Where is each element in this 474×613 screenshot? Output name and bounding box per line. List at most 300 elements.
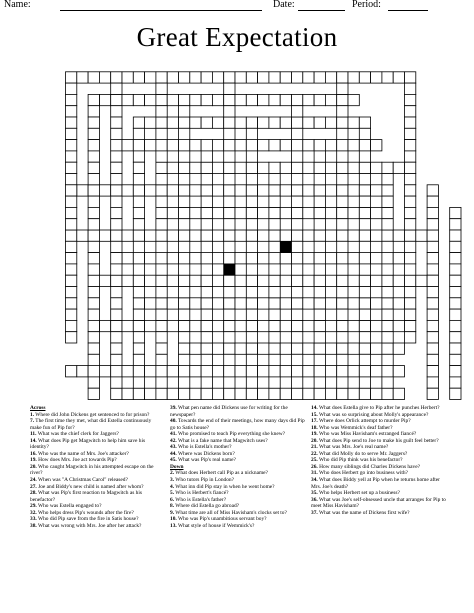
answer-cell[interactable] <box>269 219 280 230</box>
answer-cell[interactable] <box>167 117 178 128</box>
answer-cell[interactable] <box>190 162 201 173</box>
answer-cell[interactable] <box>371 388 382 399</box>
answer-cell[interactable] <box>156 219 167 230</box>
answer-cell[interactable] <box>359 253 370 264</box>
answer-cell[interactable] <box>269 388 280 399</box>
answer-cell[interactable] <box>325 117 336 128</box>
answer-cell[interactable] <box>450 309 461 320</box>
answer-cell[interactable] <box>145 388 156 399</box>
answer-cell[interactable] <box>292 253 303 264</box>
answer-cell[interactable] <box>269 196 280 207</box>
answer-cell[interactable] <box>66 264 77 275</box>
answer-cell[interactable] <box>167 162 178 173</box>
answer-cell[interactable] <box>280 298 291 309</box>
answer-cell[interactable] <box>201 287 212 298</box>
answer-cell[interactable] <box>201 320 212 331</box>
answer-cell[interactable] <box>88 185 99 196</box>
answer-cell[interactable] <box>371 298 382 309</box>
answer-cell[interactable] <box>190 388 201 399</box>
answer-cell[interactable] <box>450 332 461 343</box>
answer-cell[interactable] <box>258 117 269 128</box>
answer-cell[interactable] <box>325 275 336 286</box>
answer-cell[interactable] <box>66 287 77 298</box>
answer-cell[interactable] <box>405 140 416 151</box>
answer-cell[interactable] <box>99 230 110 241</box>
answer-cell[interactable] <box>246 162 257 173</box>
answer-cell[interactable] <box>337 253 348 264</box>
answer-cell[interactable] <box>145 72 156 83</box>
answer-cell[interactable] <box>66 94 77 105</box>
answer-cell[interactable] <box>269 377 280 388</box>
answer-cell[interactable] <box>405 162 416 173</box>
answer-cell[interactable] <box>269 287 280 298</box>
answer-cell[interactable] <box>280 94 291 105</box>
answer-cell[interactable] <box>382 332 393 343</box>
answer-cell[interactable] <box>224 309 235 320</box>
answer-cell[interactable] <box>337 275 348 286</box>
answer-cell[interactable] <box>382 388 393 399</box>
answer-cell[interactable] <box>167 72 178 83</box>
answer-cell[interactable] <box>348 253 359 264</box>
answer-cell[interactable] <box>269 275 280 286</box>
answer-cell[interactable] <box>337 388 348 399</box>
answer-cell[interactable] <box>359 230 370 241</box>
answer-cell[interactable] <box>224 196 235 207</box>
answer-cell[interactable] <box>212 253 223 264</box>
answer-cell[interactable] <box>179 241 190 252</box>
answer-cell[interactable] <box>156 128 167 139</box>
answer-cell[interactable] <box>212 162 223 173</box>
answer-cell[interactable] <box>280 162 291 173</box>
answer-cell[interactable] <box>201 366 212 377</box>
answer-cell[interactable] <box>224 151 235 162</box>
answer-cell[interactable] <box>224 275 235 286</box>
answer-cell[interactable] <box>235 388 246 399</box>
answer-cell[interactable] <box>224 140 235 151</box>
answer-cell[interactable] <box>450 241 461 252</box>
answer-cell[interactable] <box>235 185 246 196</box>
answer-cell[interactable] <box>145 140 156 151</box>
answer-cell[interactable] <box>122 230 133 241</box>
answer-cell[interactable] <box>314 219 325 230</box>
answer-cell[interactable] <box>111 343 122 354</box>
answer-cell[interactable] <box>427 207 438 218</box>
answer-cell[interactable] <box>167 298 178 309</box>
answer-cell[interactable] <box>314 377 325 388</box>
answer-cell[interactable] <box>359 287 370 298</box>
answer-cell[interactable] <box>325 253 336 264</box>
answer-cell[interactable] <box>88 309 99 320</box>
answer-cell[interactable] <box>111 366 122 377</box>
answer-cell[interactable] <box>280 253 291 264</box>
answer-cell[interactable] <box>179 298 190 309</box>
answer-cell[interactable] <box>393 275 404 286</box>
answer-cell[interactable] <box>269 309 280 320</box>
answer-cell[interactable] <box>224 253 235 264</box>
answer-cell[interactable] <box>303 230 314 241</box>
answer-cell[interactable] <box>325 298 336 309</box>
answer-cell[interactable] <box>224 72 235 83</box>
answer-cell[interactable] <box>111 354 122 365</box>
answer-cell[interactable] <box>66 185 77 196</box>
answer-cell[interactable] <box>314 287 325 298</box>
answer-cell[interactable] <box>122 185 133 196</box>
answer-cell[interactable] <box>337 128 348 139</box>
answer-cell[interactable] <box>382 196 393 207</box>
answer-cell[interactable] <box>156 151 167 162</box>
answer-cell[interactable] <box>179 207 190 218</box>
answer-cell[interactable] <box>133 162 144 173</box>
answer-cell[interactable] <box>111 128 122 139</box>
answer-cell[interactable] <box>179 140 190 151</box>
answer-cell[interactable] <box>133 309 144 320</box>
answer-cell[interactable] <box>235 298 246 309</box>
answer-cell[interactable] <box>88 298 99 309</box>
answer-cell[interactable] <box>416 275 427 286</box>
answer-cell[interactable] <box>359 343 370 354</box>
answer-cell[interactable] <box>190 140 201 151</box>
answer-cell[interactable] <box>269 253 280 264</box>
answer-cell[interactable] <box>314 309 325 320</box>
answer-cell[interactable] <box>201 219 212 230</box>
answer-cell[interactable] <box>303 366 314 377</box>
answer-cell[interactable] <box>450 366 461 377</box>
answer-cell[interactable] <box>201 354 212 365</box>
answer-cell[interactable] <box>382 219 393 230</box>
answer-cell[interactable] <box>246 140 257 151</box>
answer-cell[interactable] <box>246 309 257 320</box>
answer-cell[interactable] <box>292 332 303 343</box>
answer-cell[interactable] <box>179 185 190 196</box>
answer-cell[interactable] <box>269 332 280 343</box>
answer-cell[interactable] <box>179 275 190 286</box>
answer-cell[interactable] <box>224 185 235 196</box>
answer-cell[interactable] <box>292 196 303 207</box>
answer-cell[interactable] <box>280 388 291 399</box>
answer-cell[interactable] <box>190 230 201 241</box>
answer-cell[interactable] <box>246 253 257 264</box>
answer-cell[interactable] <box>235 140 246 151</box>
answer-cell[interactable] <box>156 162 167 173</box>
answer-cell[interactable] <box>269 72 280 83</box>
answer-cell[interactable] <box>450 377 461 388</box>
answer-cell[interactable] <box>88 207 99 218</box>
answer-cell[interactable] <box>224 174 235 185</box>
answer-cell[interactable] <box>167 140 178 151</box>
answer-cell[interactable] <box>201 72 212 83</box>
answer-cell[interactable] <box>405 309 416 320</box>
answer-cell[interactable] <box>246 343 257 354</box>
answer-cell[interactable] <box>348 94 359 105</box>
answer-cell[interactable] <box>258 94 269 105</box>
answer-cell[interactable] <box>450 287 461 298</box>
answer-cell[interactable] <box>122 366 133 377</box>
answer-cell[interactable] <box>66 140 77 151</box>
answer-cell[interactable] <box>246 128 257 139</box>
answer-cell[interactable] <box>450 230 461 241</box>
answer-cell[interactable] <box>179 106 190 117</box>
answer-cell[interactable] <box>269 230 280 241</box>
answer-cell[interactable] <box>145 275 156 286</box>
answer-cell[interactable] <box>314 388 325 399</box>
answer-cell[interactable] <box>292 185 303 196</box>
answer-cell[interactable] <box>359 219 370 230</box>
answer-cell[interactable] <box>88 332 99 343</box>
answer-cell[interactable] <box>111 185 122 196</box>
answer-cell[interactable] <box>179 72 190 83</box>
answer-cell[interactable] <box>156 332 167 343</box>
answer-cell[interactable] <box>66 298 77 309</box>
answer-cell[interactable] <box>179 174 190 185</box>
answer-cell[interactable] <box>269 94 280 105</box>
answer-cell[interactable] <box>246 196 257 207</box>
answer-cell[interactable] <box>258 275 269 286</box>
answer-cell[interactable] <box>88 117 99 128</box>
answer-cell[interactable] <box>111 117 122 128</box>
answer-cell[interactable] <box>348 72 359 83</box>
answer-cell[interactable] <box>224 388 235 399</box>
answer-cell[interactable] <box>427 377 438 388</box>
answer-cell[interactable] <box>156 253 167 264</box>
answer-cell[interactable] <box>371 140 382 151</box>
answer-cell[interactable] <box>393 162 404 173</box>
answer-cell[interactable] <box>325 94 336 105</box>
answer-cell[interactable] <box>359 388 370 399</box>
answer-cell[interactable] <box>133 72 144 83</box>
answer-cell[interactable] <box>246 388 257 399</box>
answer-cell[interactable] <box>303 298 314 309</box>
answer-cell[interactable] <box>88 366 99 377</box>
answer-cell[interactable] <box>156 298 167 309</box>
answer-cell[interactable] <box>337 162 348 173</box>
answer-cell[interactable] <box>212 207 223 218</box>
answer-cell[interactable] <box>450 264 461 275</box>
answer-cell[interactable] <box>133 207 144 218</box>
answer-cell[interactable] <box>314 320 325 331</box>
answer-cell[interactable] <box>246 219 257 230</box>
answer-cell[interactable] <box>66 332 77 343</box>
answer-cell[interactable] <box>337 287 348 298</box>
answer-cell[interactable] <box>224 332 235 343</box>
answer-cell[interactable] <box>167 253 178 264</box>
answer-cell[interactable] <box>348 117 359 128</box>
answer-cell[interactable] <box>337 354 348 365</box>
answer-cell[interactable] <box>111 320 122 331</box>
answer-cell[interactable] <box>337 241 348 252</box>
answer-cell[interactable] <box>325 140 336 151</box>
answer-cell[interactable] <box>88 287 99 298</box>
answer-cell[interactable] <box>269 354 280 365</box>
answer-cell[interactable] <box>212 343 223 354</box>
answer-cell[interactable] <box>450 298 461 309</box>
answer-cell[interactable] <box>292 162 303 173</box>
answer-cell[interactable] <box>325 162 336 173</box>
answer-cell[interactable] <box>145 320 156 331</box>
answer-cell[interactable] <box>280 343 291 354</box>
answer-cell[interactable] <box>292 174 303 185</box>
answer-cell[interactable] <box>190 343 201 354</box>
answer-cell[interactable] <box>122 275 133 286</box>
answer-cell[interactable] <box>156 343 167 354</box>
answer-cell[interactable] <box>156 185 167 196</box>
answer-cell[interactable] <box>167 207 178 218</box>
answer-cell[interactable] <box>405 207 416 218</box>
answer-cell[interactable] <box>156 140 167 151</box>
answer-cell[interactable] <box>325 230 336 241</box>
answer-cell[interactable] <box>156 241 167 252</box>
answer-cell[interactable] <box>111 83 122 94</box>
answer-cell[interactable] <box>269 241 280 252</box>
answer-cell[interactable] <box>427 219 438 230</box>
answer-cell[interactable] <box>190 72 201 83</box>
answer-cell[interactable] <box>145 253 156 264</box>
answer-cell[interactable] <box>348 140 359 151</box>
answer-cell[interactable] <box>167 230 178 241</box>
answer-cell[interactable] <box>427 332 438 343</box>
answer-cell[interactable] <box>371 230 382 241</box>
answer-cell[interactable] <box>111 219 122 230</box>
answer-cell[interactable] <box>405 128 416 139</box>
answer-cell[interactable] <box>314 230 325 241</box>
answer-cell[interactable] <box>382 275 393 286</box>
answer-cell[interactable] <box>280 207 291 218</box>
answer-cell[interactable] <box>371 320 382 331</box>
answer-cell[interactable] <box>382 72 393 83</box>
answer-cell[interactable] <box>77 185 88 196</box>
answer-cell[interactable] <box>246 275 257 286</box>
answer-cell[interactable] <box>66 241 77 252</box>
answer-cell[interactable] <box>88 174 99 185</box>
answer-cell[interactable] <box>179 162 190 173</box>
answer-cell[interactable] <box>427 230 438 241</box>
answer-cell[interactable] <box>66 162 77 173</box>
answer-cell[interactable] <box>292 377 303 388</box>
answer-cell[interactable] <box>292 343 303 354</box>
answer-cell[interactable] <box>111 106 122 117</box>
answer-cell[interactable] <box>179 230 190 241</box>
answer-cell[interactable] <box>393 366 404 377</box>
answer-cell[interactable] <box>66 72 77 83</box>
answer-cell[interactable] <box>212 298 223 309</box>
answer-cell[interactable] <box>405 83 416 94</box>
answer-cell[interactable] <box>405 230 416 241</box>
answer-cell[interactable] <box>246 332 257 343</box>
answer-cell[interactable] <box>314 94 325 105</box>
answer-cell[interactable] <box>179 151 190 162</box>
answer-cell[interactable] <box>348 185 359 196</box>
answer-cell[interactable] <box>348 207 359 218</box>
answer-cell[interactable] <box>405 241 416 252</box>
answer-cell[interactable] <box>292 94 303 105</box>
answer-cell[interactable] <box>190 207 201 218</box>
answer-cell[interactable] <box>359 162 370 173</box>
answer-cell[interactable] <box>133 320 144 331</box>
answer-cell[interactable] <box>66 128 77 139</box>
answer-cell[interactable] <box>201 241 212 252</box>
answer-cell[interactable] <box>382 366 393 377</box>
answer-cell[interactable] <box>235 343 246 354</box>
answer-cell[interactable] <box>246 151 257 162</box>
answer-cell[interactable] <box>179 377 190 388</box>
answer-cell[interactable] <box>292 320 303 331</box>
answer-cell[interactable] <box>179 196 190 207</box>
answer-cell[interactable] <box>111 207 122 218</box>
answer-cell[interactable] <box>258 320 269 331</box>
answer-cell[interactable] <box>111 388 122 399</box>
answer-cell[interactable] <box>133 117 144 128</box>
answer-cell[interactable] <box>292 354 303 365</box>
answer-cell[interactable] <box>133 264 144 275</box>
answer-cell[interactable] <box>111 309 122 320</box>
answer-cell[interactable] <box>246 174 257 185</box>
answer-cell[interactable] <box>337 83 348 94</box>
answer-cell[interactable] <box>201 196 212 207</box>
answer-cell[interactable] <box>303 185 314 196</box>
answer-cell[interactable] <box>325 185 336 196</box>
answer-cell[interactable] <box>314 140 325 151</box>
answer-cell[interactable] <box>88 196 99 207</box>
answer-cell[interactable] <box>405 253 416 264</box>
answer-cell[interactable] <box>359 309 370 320</box>
answer-cell[interactable] <box>66 117 77 128</box>
answer-cell[interactable] <box>224 128 235 139</box>
answer-cell[interactable] <box>303 253 314 264</box>
answer-cell[interactable] <box>371 162 382 173</box>
answer-cell[interactable] <box>246 354 257 365</box>
answer-cell[interactable] <box>167 366 178 377</box>
answer-cell[interactable] <box>246 185 257 196</box>
answer-cell[interactable] <box>179 309 190 320</box>
answer-cell[interactable] <box>405 196 416 207</box>
answer-cell[interactable] <box>258 298 269 309</box>
answer-cell[interactable] <box>111 287 122 298</box>
answer-cell[interactable] <box>427 287 438 298</box>
answer-cell[interactable] <box>156 230 167 241</box>
answer-cell[interactable] <box>201 275 212 286</box>
answer-cell[interactable] <box>393 72 404 83</box>
answer-cell[interactable] <box>337 298 348 309</box>
answer-cell[interactable] <box>88 151 99 162</box>
answer-cell[interactable] <box>133 230 144 241</box>
answer-cell[interactable] <box>371 366 382 377</box>
answer-cell[interactable] <box>145 94 156 105</box>
answer-cell[interactable] <box>88 275 99 286</box>
answer-cell[interactable] <box>337 140 348 151</box>
answer-cell[interactable] <box>201 174 212 185</box>
answer-cell[interactable] <box>133 94 144 105</box>
answer-cell[interactable] <box>224 298 235 309</box>
answer-cell[interactable] <box>235 207 246 218</box>
answer-cell[interactable] <box>314 72 325 83</box>
answer-cell[interactable] <box>212 230 223 241</box>
answer-cell[interactable] <box>235 117 246 128</box>
answer-cell[interactable] <box>77 366 88 377</box>
answer-cell[interactable] <box>246 264 257 275</box>
answer-cell[interactable] <box>111 253 122 264</box>
answer-cell[interactable] <box>224 106 235 117</box>
answer-cell[interactable] <box>405 320 416 331</box>
answer-cell[interactable] <box>156 264 167 275</box>
answer-cell[interactable] <box>167 320 178 331</box>
answer-cell[interactable] <box>246 366 257 377</box>
answer-cell[interactable] <box>246 377 257 388</box>
answer-cell[interactable] <box>292 72 303 83</box>
answer-cell[interactable] <box>393 320 404 331</box>
answer-cell[interactable] <box>427 309 438 320</box>
answer-cell[interactable] <box>179 354 190 365</box>
answer-cell[interactable] <box>99 94 110 105</box>
answer-cell[interactable] <box>156 94 167 105</box>
